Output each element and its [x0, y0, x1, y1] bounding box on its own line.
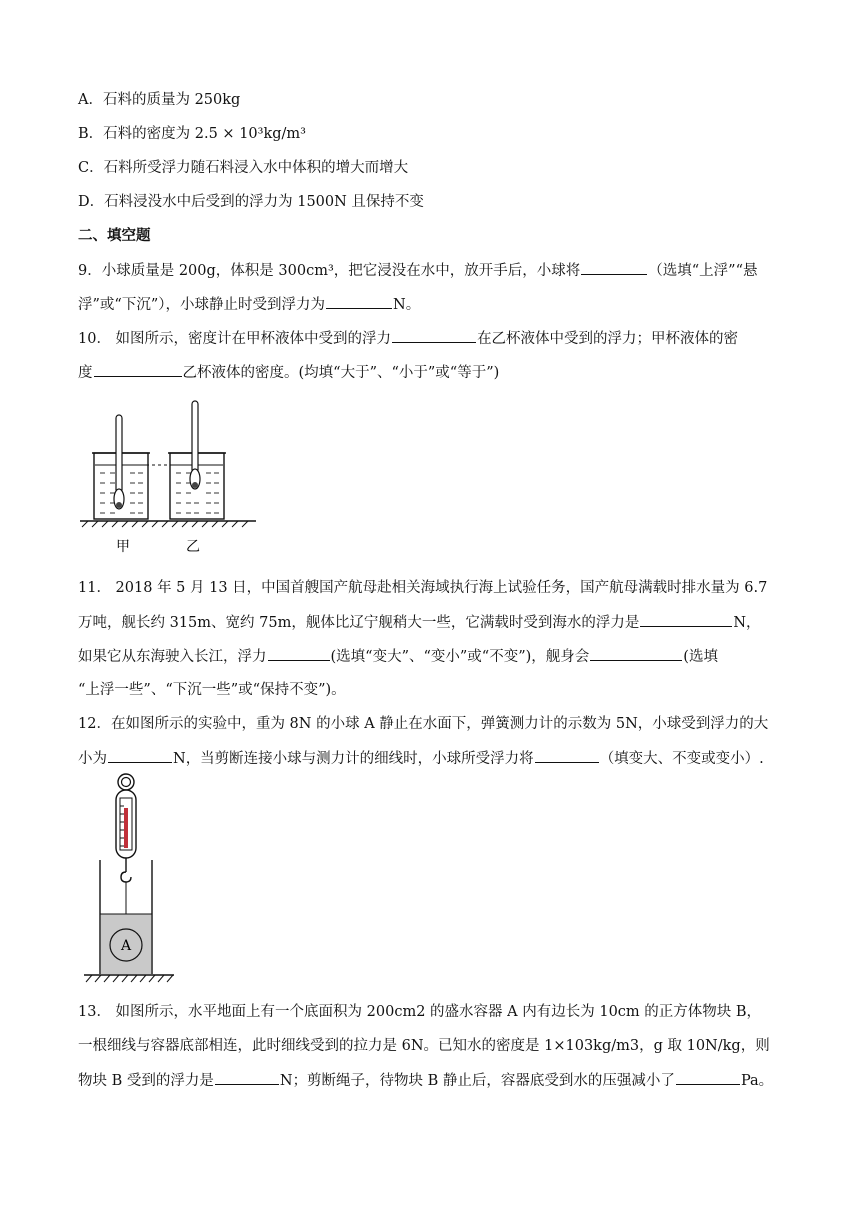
- q12-text-2a: 小为: [78, 751, 107, 767]
- answer-blank[interactable]: [590, 646, 682, 661]
- q11-line-1: 11． 2018 年 5 月 13 日，中国首艘国产航母赴相关海域执行海上试验任务，国产航母满载时排水量为 6.7: [78, 580, 768, 596]
- option-a: A．石料的质量为 250kg: [78, 92, 241, 108]
- label-jia: 甲: [116, 539, 130, 555]
- q11-line-3: [78, 646, 718, 667]
- q11-text-3b: (选填“变大”、“变小”或“不变”)，舰身会: [330, 649, 590, 665]
- q11-text-3a: 如果它从东海驶入长江，浮力: [78, 649, 267, 665]
- q10-line-1: [78, 328, 738, 349]
- option-d: D．石料浸没水中后受到的浮力为 1500N 且保持不变: [78, 194, 424, 210]
- option-b: B．石料的密度为 2.5 × 10³kg/m³: [78, 126, 306, 142]
- q12-text-2c: （填变大、不变或变小）.: [599, 751, 764, 767]
- answer-blank[interactable]: [676, 1070, 740, 1085]
- q13-text-3b: N；剪断绳子，待物块 B 静止后，容器底受到水的压强减小了: [279, 1073, 675, 1089]
- answer-blank[interactable]: [94, 362, 182, 377]
- answer-blank[interactable]: [581, 260, 647, 275]
- answer-blank[interactable]: [268, 646, 330, 661]
- q9-text-2b: N。: [393, 297, 421, 313]
- ball-label: A: [121, 938, 132, 954]
- scale-indicator: [124, 808, 128, 848]
- q13-line-1: 13． 如图所示，水平地面上有一个底面积为 200cm2 的盛水容器 A 内有边长为 10cm 的正方体物块 B，: [78, 1004, 762, 1020]
- answer-blank[interactable]: [108, 748, 172, 763]
- hydrometer-left: [114, 415, 124, 509]
- q9-line-1: [78, 260, 758, 281]
- q11-text-3c: (选填: [683, 649, 718, 665]
- q12-text-2b: N，当剪断连接小球与测力计的细线时，小球所受浮力将: [173, 751, 534, 767]
- q10-text-2b: 乙杯液体的密度。(均填“大于”、“小于”或“等于”): [182, 365, 500, 381]
- q9-line-2: [78, 294, 420, 315]
- section-title: 二、填空题: [78, 227, 151, 244]
- q13-text-3c: Pa。: [740, 1073, 774, 1089]
- q13-line-3: [78, 1070, 773, 1091]
- q11-line-4: “上浮一些”、“下沉一些”或“保持不变”)。: [78, 682, 346, 698]
- q13-text-3a: 物块 B 受到的浮力是: [78, 1073, 214, 1089]
- hook: [121, 872, 131, 882]
- answer-blank[interactable]: [535, 748, 599, 763]
- q10-text-1b: 在乙杯液体中受到的浮力；甲杯液体的密: [477, 331, 739, 347]
- q9-text-2a: 浮”或“下沉”），小球静止时受到浮力为: [78, 297, 325, 313]
- spring-scale-figure: [82, 772, 182, 988]
- ground-hatch: [82, 521, 248, 527]
- hydrometer-right: [190, 401, 200, 489]
- q11-text-2b: N，: [733, 615, 761, 631]
- q9-text-1a: 9．小球质量是 200g，体积是 300cm³，把它浸没在水中，放开手后，小球将: [78, 263, 581, 279]
- q11-line-2: [78, 612, 761, 633]
- q10-text-2a: 度: [78, 365, 93, 381]
- q12-line-1: 12．在如图所示的实验中，重为 8N 的小球 A 静止在水面下，弹簧测力计的示数为 5N，小球受到浮力的大: [78, 716, 769, 732]
- q9-text-1b: （选填“上浮”“悬: [648, 263, 758, 279]
- hydrometer-figure: [78, 395, 258, 560]
- option-c: C．石料所受浮力随石料浸入水中体积的增大而增大: [78, 160, 409, 176]
- answer-blank[interactable]: [392, 328, 476, 343]
- q10-text-1a: 10． 如图所示，密度计在甲杯液体中受到的浮力: [78, 331, 392, 347]
- answer-blank[interactable]: [326, 294, 392, 309]
- answer-blank[interactable]: [215, 1070, 279, 1085]
- q13-line-2: 一根细线与容器底部相连，此时细线受到的拉力是 6N。已知水的密度是 1×103kg/m3，g 取 10N/kg，则: [78, 1038, 770, 1054]
- q12-line-2: [78, 748, 764, 769]
- answer-blank[interactable]: [640, 612, 732, 627]
- q10-line-2: [78, 362, 499, 383]
- label-yi: 乙: [186, 539, 200, 555]
- q11-text-2a: 万吨，舰长约 315m、宽约 75m，舰体比辽宁舰稍大一些，它满载时受到海水的浮力是: [78, 615, 640, 631]
